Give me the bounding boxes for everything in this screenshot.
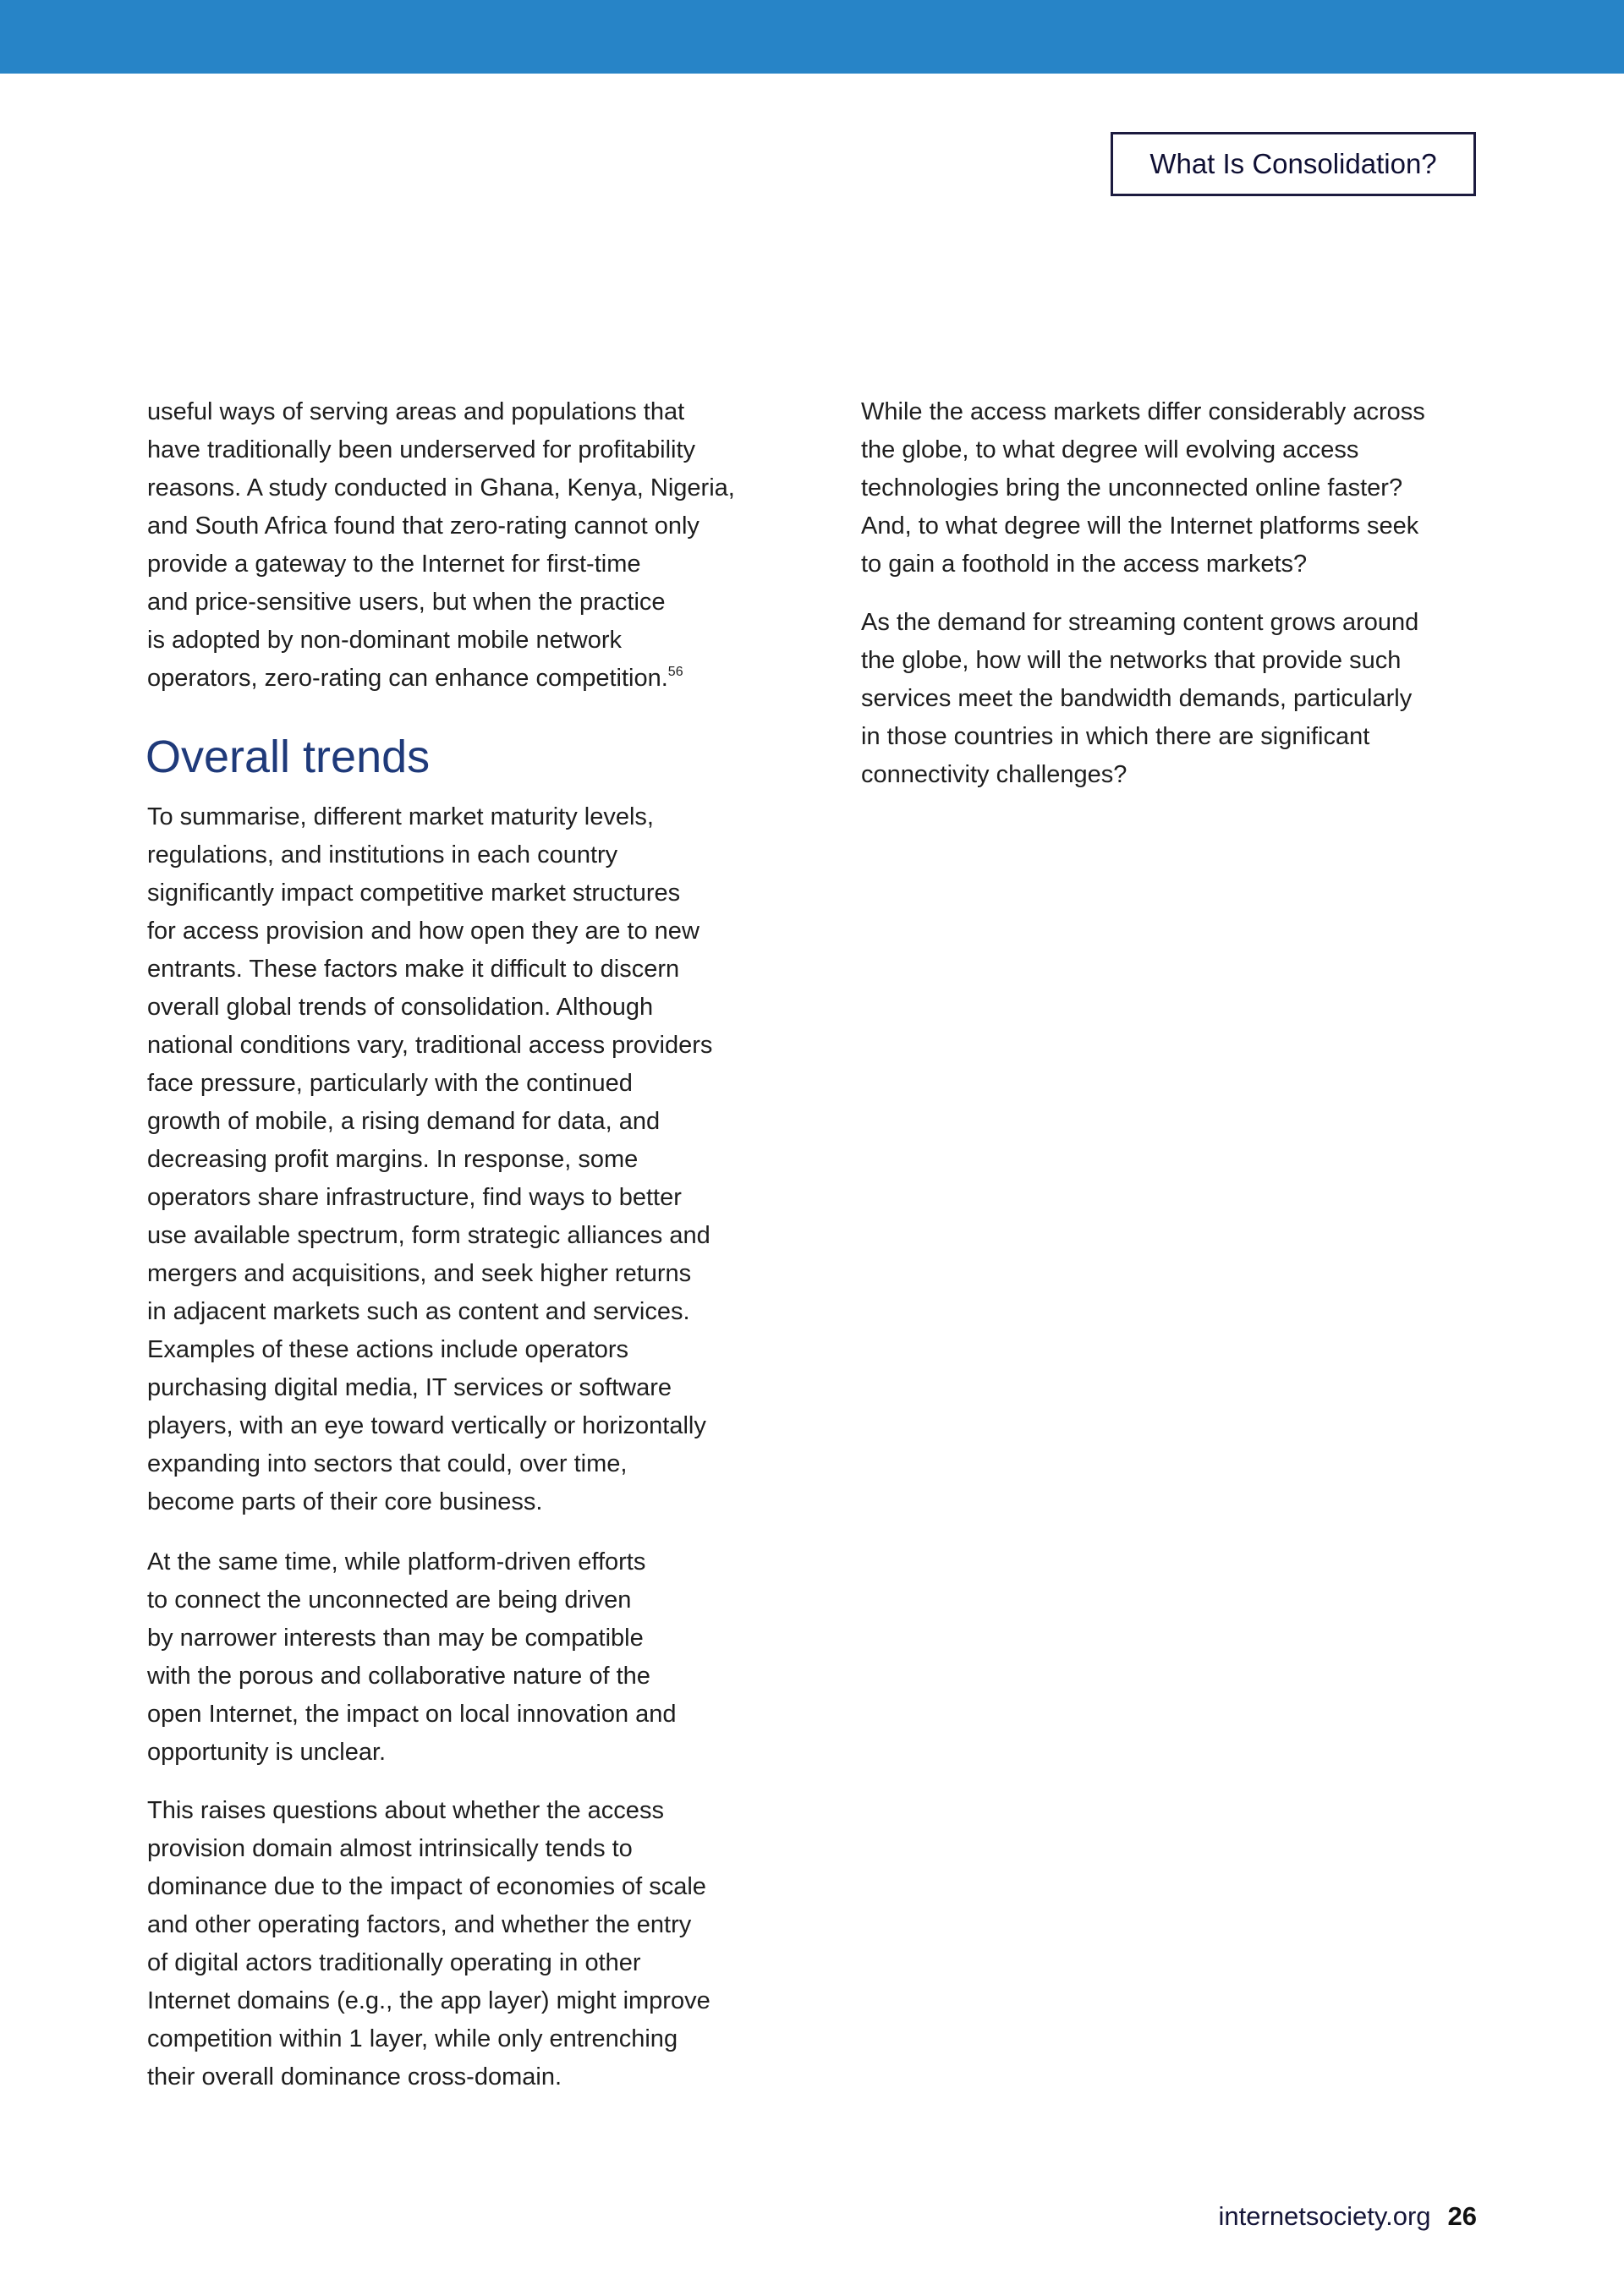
text-line: competition within 1 layer, while only entrenching (147, 2025, 678, 2052)
footnote-reference[interactable]: 56 (667, 665, 683, 679)
text-line: national conditions vary, traditional access providers (147, 1032, 713, 1059)
text-line: At the same time, while platform-driven efforts (147, 1548, 646, 1575)
text-line: to connect the unconnected are being driven (147, 1586, 632, 1614)
right-paragraph-1 (861, 393, 1425, 584)
text-line: players, with an eye toward vertically or horizontally (147, 1412, 706, 1439)
text-line: dominance due to the impact of economies of scale (147, 1873, 706, 1900)
section-heading: Overall trends (145, 732, 431, 782)
text-line: mergers and acquisitions, and seek higher returns (147, 1260, 692, 1287)
text-line: provide a gateway to the Internet for first-time (147, 551, 641, 578)
text-line (147, 660, 735, 698)
text-line: expanding into sectors that could, over time, (147, 1450, 628, 1477)
left-paragraph-1 (147, 393, 735, 698)
text-line: reasons. A study conducted in Ghana, Kenya, Nigeria, (147, 474, 735, 501)
text-line: is adopted by non-dominant mobile network (147, 627, 622, 654)
text-line: purchasing digital media, IT services or software (147, 1374, 672, 1401)
text-line: services meet the bandwidth demands, particularly (861, 685, 1413, 712)
text-line: by narrower interests than may be compatible (147, 1625, 644, 1652)
text-line: While the access markets differ considerably across (861, 398, 1425, 425)
text-line: the globe, how will the networks that provide such (861, 647, 1402, 674)
left-paragraph-2 (147, 798, 712, 1521)
text-line: overall global trends of consolidation. Although (147, 994, 654, 1021)
text-line: This raises questions about whether the access (147, 1797, 664, 1824)
text-line: To summarise, different market maturity levels, (147, 803, 654, 830)
left-paragraph-4 (147, 1792, 710, 2096)
text-line: and price-sensitive users, but when the practice (147, 589, 666, 616)
text-line: to gain a foothold in the access markets? (861, 551, 1308, 578)
text-line: have traditionally been underserved for profitability (147, 436, 696, 463)
text-line: become parts of their core business. (147, 1488, 543, 1515)
text-line: and South Africa found that zero-rating cannot only (147, 512, 700, 540)
text-line: and other operating factors, and whether the entry (147, 1911, 692, 1938)
text-line: in those countries in which there are significant (861, 723, 1370, 750)
section-tag: What Is Consolidation? (1111, 132, 1476, 196)
text-line: Internet domains (e.g., the app layer) might improve (147, 1987, 710, 2014)
text-line: for access provision and how open they are to new (147, 918, 700, 945)
text-line: regulations, and institutions in each country (147, 841, 618, 869)
text-line: useful ways of serving areas and populations that (147, 398, 685, 425)
text-line: significantly impact competitive market structures (147, 879, 681, 907)
footer-site-link[interactable]: internetsociety.org (1218, 2201, 1431, 2231)
text-line: provision domain almost intrinsically tends to (147, 1835, 633, 1862)
text-line-content: operators, zero-rating can enhance competition. (147, 665, 668, 692)
text-line: growth of mobile, a rising demand for data, and (147, 1108, 661, 1135)
page-number: 26 (1447, 2201, 1477, 2231)
text-line: connectivity challenges? (861, 761, 1127, 788)
text-line: And, to what degree will the Internet platforms seek (861, 512, 1419, 540)
text-line: the globe, to what degree will evolving access (861, 436, 1359, 463)
text-line: operators share infrastructure, find ways to better (147, 1184, 682, 1211)
text-line: with the porous and collaborative nature of the (147, 1663, 650, 1690)
text-line: entrants. These factors make it difficult to discern (147, 956, 680, 983)
text-line: their overall dominance cross-domain. (147, 2063, 562, 2091)
text-line: decreasing profit margins. In response, some (147, 1146, 639, 1173)
footer (1219, 2201, 1477, 2232)
text-line: technologies bring the unconnected online faster? (861, 474, 1403, 501)
text-line: open Internet, the impact on local innovation and (147, 1701, 677, 1728)
header-bar (0, 0, 1624, 74)
right-paragraph-2 (861, 604, 1418, 794)
text-line: Examples of these actions include operators (147, 1336, 629, 1363)
text-line: in adjacent markets such as content and services. (147, 1298, 690, 1325)
text-line: use available spectrum, form strategic alliances and (147, 1222, 710, 1249)
text-line: of digital actors traditionally operating in other (147, 1949, 641, 1976)
left-paragraph-3 (147, 1543, 677, 1772)
text-line: opportunity is unclear. (147, 1739, 387, 1766)
text-line: As the demand for streaming content grows around (861, 609, 1419, 636)
text-line: face pressure, particularly with the continued (147, 1070, 633, 1097)
